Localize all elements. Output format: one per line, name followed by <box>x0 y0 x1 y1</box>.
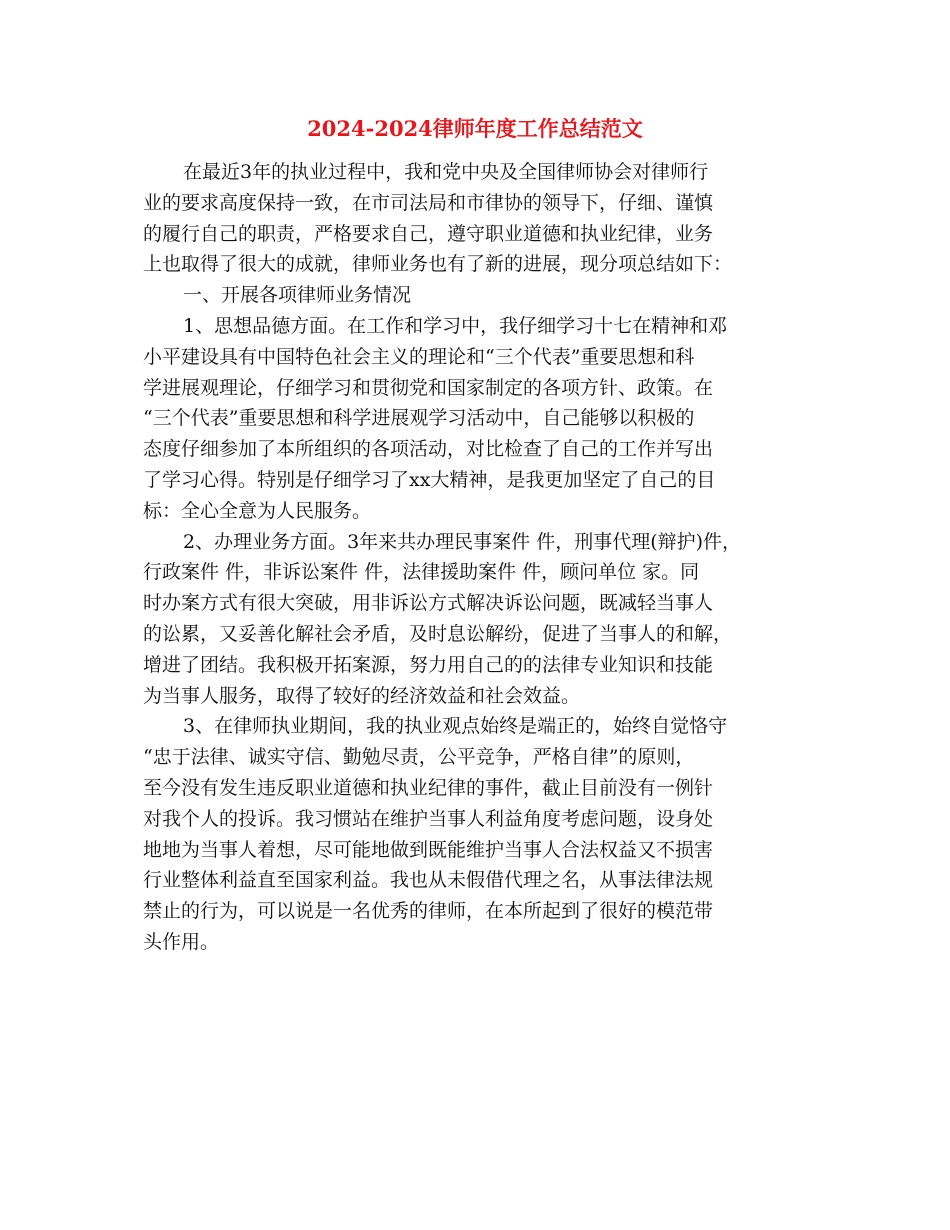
text-line: 行政案件 件，非诉讼案件 件，法律援助案件 件，顾问单位 家。同 <box>143 561 700 584</box>
text-line: 时办案方式有很大突破，用非诉讼方式解决诉讼问题，既减轻当事人 <box>143 592 714 615</box>
text-line: 小平建设具有中国特色社会主义的理论和“三个代表”重要思想和科 <box>143 345 695 368</box>
text-line: “三个代表”重要思想和科学进展观学习活动中，自己能够以积极的 <box>143 407 695 430</box>
text-line: 学进展观理论，仔细学习和贯彻党和国家制定的各项方针、政策。在 <box>143 376 714 399</box>
text-line: 业的要求高度保持一致，在市司法局和市律协的领导下，仔细、谨慎 <box>143 191 714 214</box>
text-line: 态度仔细参加了本所组织的各项活动，对比检查了自己的工作并写出 <box>143 438 714 461</box>
document-title: 2024-2024律师年度工作总结范文 <box>307 116 643 141</box>
text-line: 的履行自己的职责，严格要求自己，遵守职业道德和执业纪律，业务 <box>143 222 714 245</box>
text-line: 增进了团结。我积极开拓案源，努力用自己的的法律专业知识和技能 <box>143 653 714 676</box>
text-line: 一、开展各项律师业务情况 <box>183 284 412 307</box>
text-line: 头作用。 <box>143 930 220 953</box>
document-body <box>143 157 818 958</box>
text-line: 至今没有发生违反职业道德和执业纪律的事件，截止目前没有一例针 <box>143 776 714 799</box>
text-line: 2、办理业务方面。3年来共办理民事案件 件，刑事代理(辩护)件， <box>183 530 742 553</box>
text-line: 在最近3年的执业过程中，我和党中央及全国律师协会对律师行 <box>183 161 709 183</box>
text-line: 了学习心得。特别是仔细学习了xx大精神，是我更加坚定了自己的目 <box>143 468 716 491</box>
text-line: 对我个人的投诉。我习惯站在维护当事人利益角度考虑问题，设身处 <box>143 807 714 830</box>
text-line: 行业整体利益直至国家利益。我也从未假借代理之名，从事法律法规 <box>143 869 714 892</box>
text-line: “忠于法律、诚实守信、勤勉尽责，公平竞争，严格自律”的原则， <box>143 746 695 769</box>
text-line: 3、在律师执业期间，我的执业观点始终是端正的，始终自觉恪守 <box>183 715 728 738</box>
text-line: 上也取得了很大的成就，律师业务也有了新的进展，现分项总结如下： <box>143 253 733 276</box>
text-line: 的讼累，又妥善化解社会矛盾，及时息讼解纷，促进了当事人的和解， <box>143 622 733 645</box>
text-line: 标：全心全意为人民服务。 <box>143 499 372 522</box>
text-line: 地地为当事人着想，尽可能地做到既能维护当事人合法权益又不损害 <box>143 838 714 861</box>
text-line: 禁止的行为，可以说是一名优秀的律师，在本所起到了很好的模范带 <box>143 900 714 923</box>
text-line: 1、思想品德方面。在工作和学习中，我仔细学习十七在精神和邓 <box>183 314 728 337</box>
text-line: 为当事人服务，取得了较好的经济效益和社会效益。 <box>143 684 581 707</box>
